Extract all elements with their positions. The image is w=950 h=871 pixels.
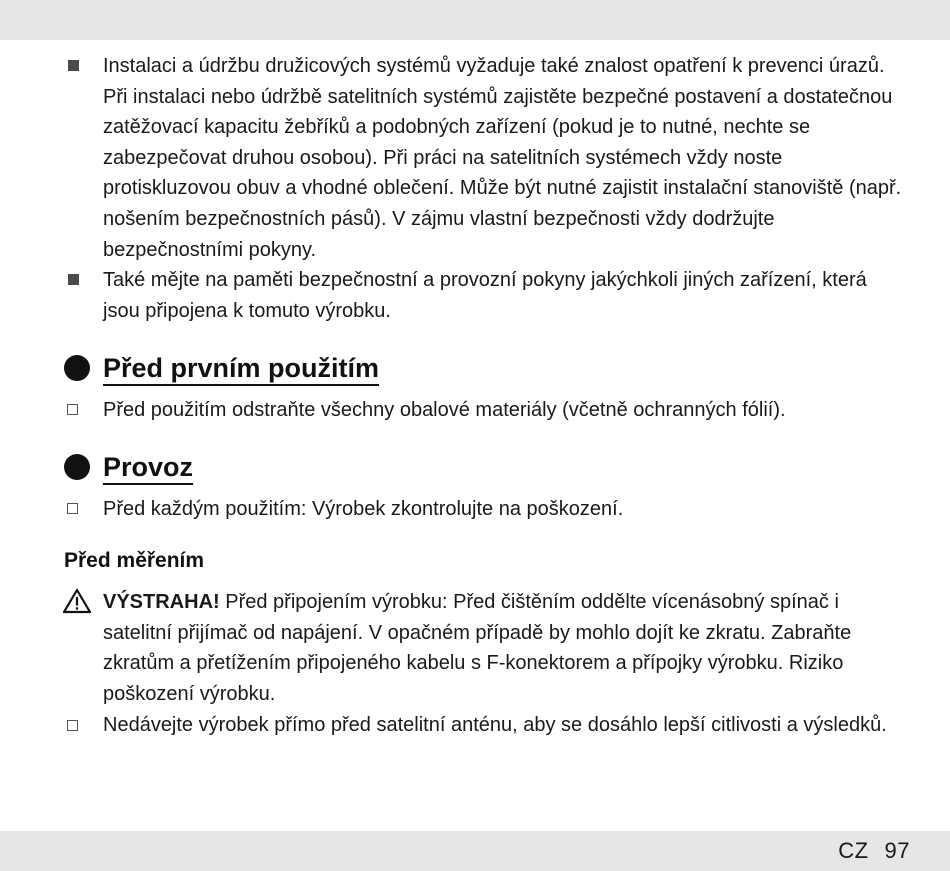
safety-bullet-1: Instalaci a údržbu družicových systémů vyžaduje také znalost opatření k prevenci úrazů. Při instalaci nebo údržbě satelitních systémů zajistěte bezpečné postavení a dostatečnou zatěžovací kapacitu žebříků a podobných zařízení (pokud je to nutné, nechte se zabezpečovat druhou osobou). Při práci na satelitních systémech vždy noste protiskluzovou obuv a vhodné oblečení. Může být nutné zajistit instalační stanoviště (např. nošením bezpečnostních pásů). V zájmu vlastní bezpečnosti vždy dodržujte bezpečnostními pokyny. xyxy=(103,55,902,261)
square-bullet-icon xyxy=(68,60,79,71)
measure-item-1: Nedávejte výrobek přímo před satelitní anténu, aby se dosáhlo lepší citlivosti a výsledků. xyxy=(103,714,887,736)
top-band xyxy=(0,0,950,40)
safety-bullet-2: Také mějte na paměti bezpečnostní a provozní pokyny jakýchkoli jiných zařízení, která jsou připojena k tomuto výrobku. xyxy=(103,269,867,322)
warning-paragraph xyxy=(103,587,903,709)
operation-item-1: Před každým použitím: Výrobek zkontrolujte na poškození. xyxy=(103,498,624,520)
warning-text: Před připojením výrobku: Před čištěním oddělte vícenásobný spínač i satelitní přijímač od napájení. V opačném případě by mohlo dojít ke zkratu. Zabraňte zkratům a přetížením připojeného kabelu s F-konektorem a přípojky výrobku. Riziko poškození výrobku. xyxy=(103,591,852,705)
heading-operation: Provoz xyxy=(103,451,193,485)
checkbox-square-icon xyxy=(67,503,78,514)
first-use-item-1: Před použitím odstraňte všechny obalové materiály (včetně ochranných fólií). xyxy=(103,399,786,421)
square-bullet-icon xyxy=(68,274,79,285)
checkbox-square-icon xyxy=(67,404,78,415)
language-code: CZ xyxy=(838,838,869,863)
warning-label: VÝSTRAHA! xyxy=(103,591,220,613)
bottom-band xyxy=(0,831,950,871)
subheading-before-measuring: Před měřením xyxy=(64,549,205,572)
page-footer xyxy=(838,838,910,864)
section-dot-icon xyxy=(64,355,90,381)
checkbox-square-icon xyxy=(67,720,78,731)
page-number: 97 xyxy=(884,838,910,863)
heading-first-use: Před prvním použitím xyxy=(103,352,379,386)
warning-triangle-icon xyxy=(62,588,92,614)
section-dot-icon xyxy=(64,454,90,480)
